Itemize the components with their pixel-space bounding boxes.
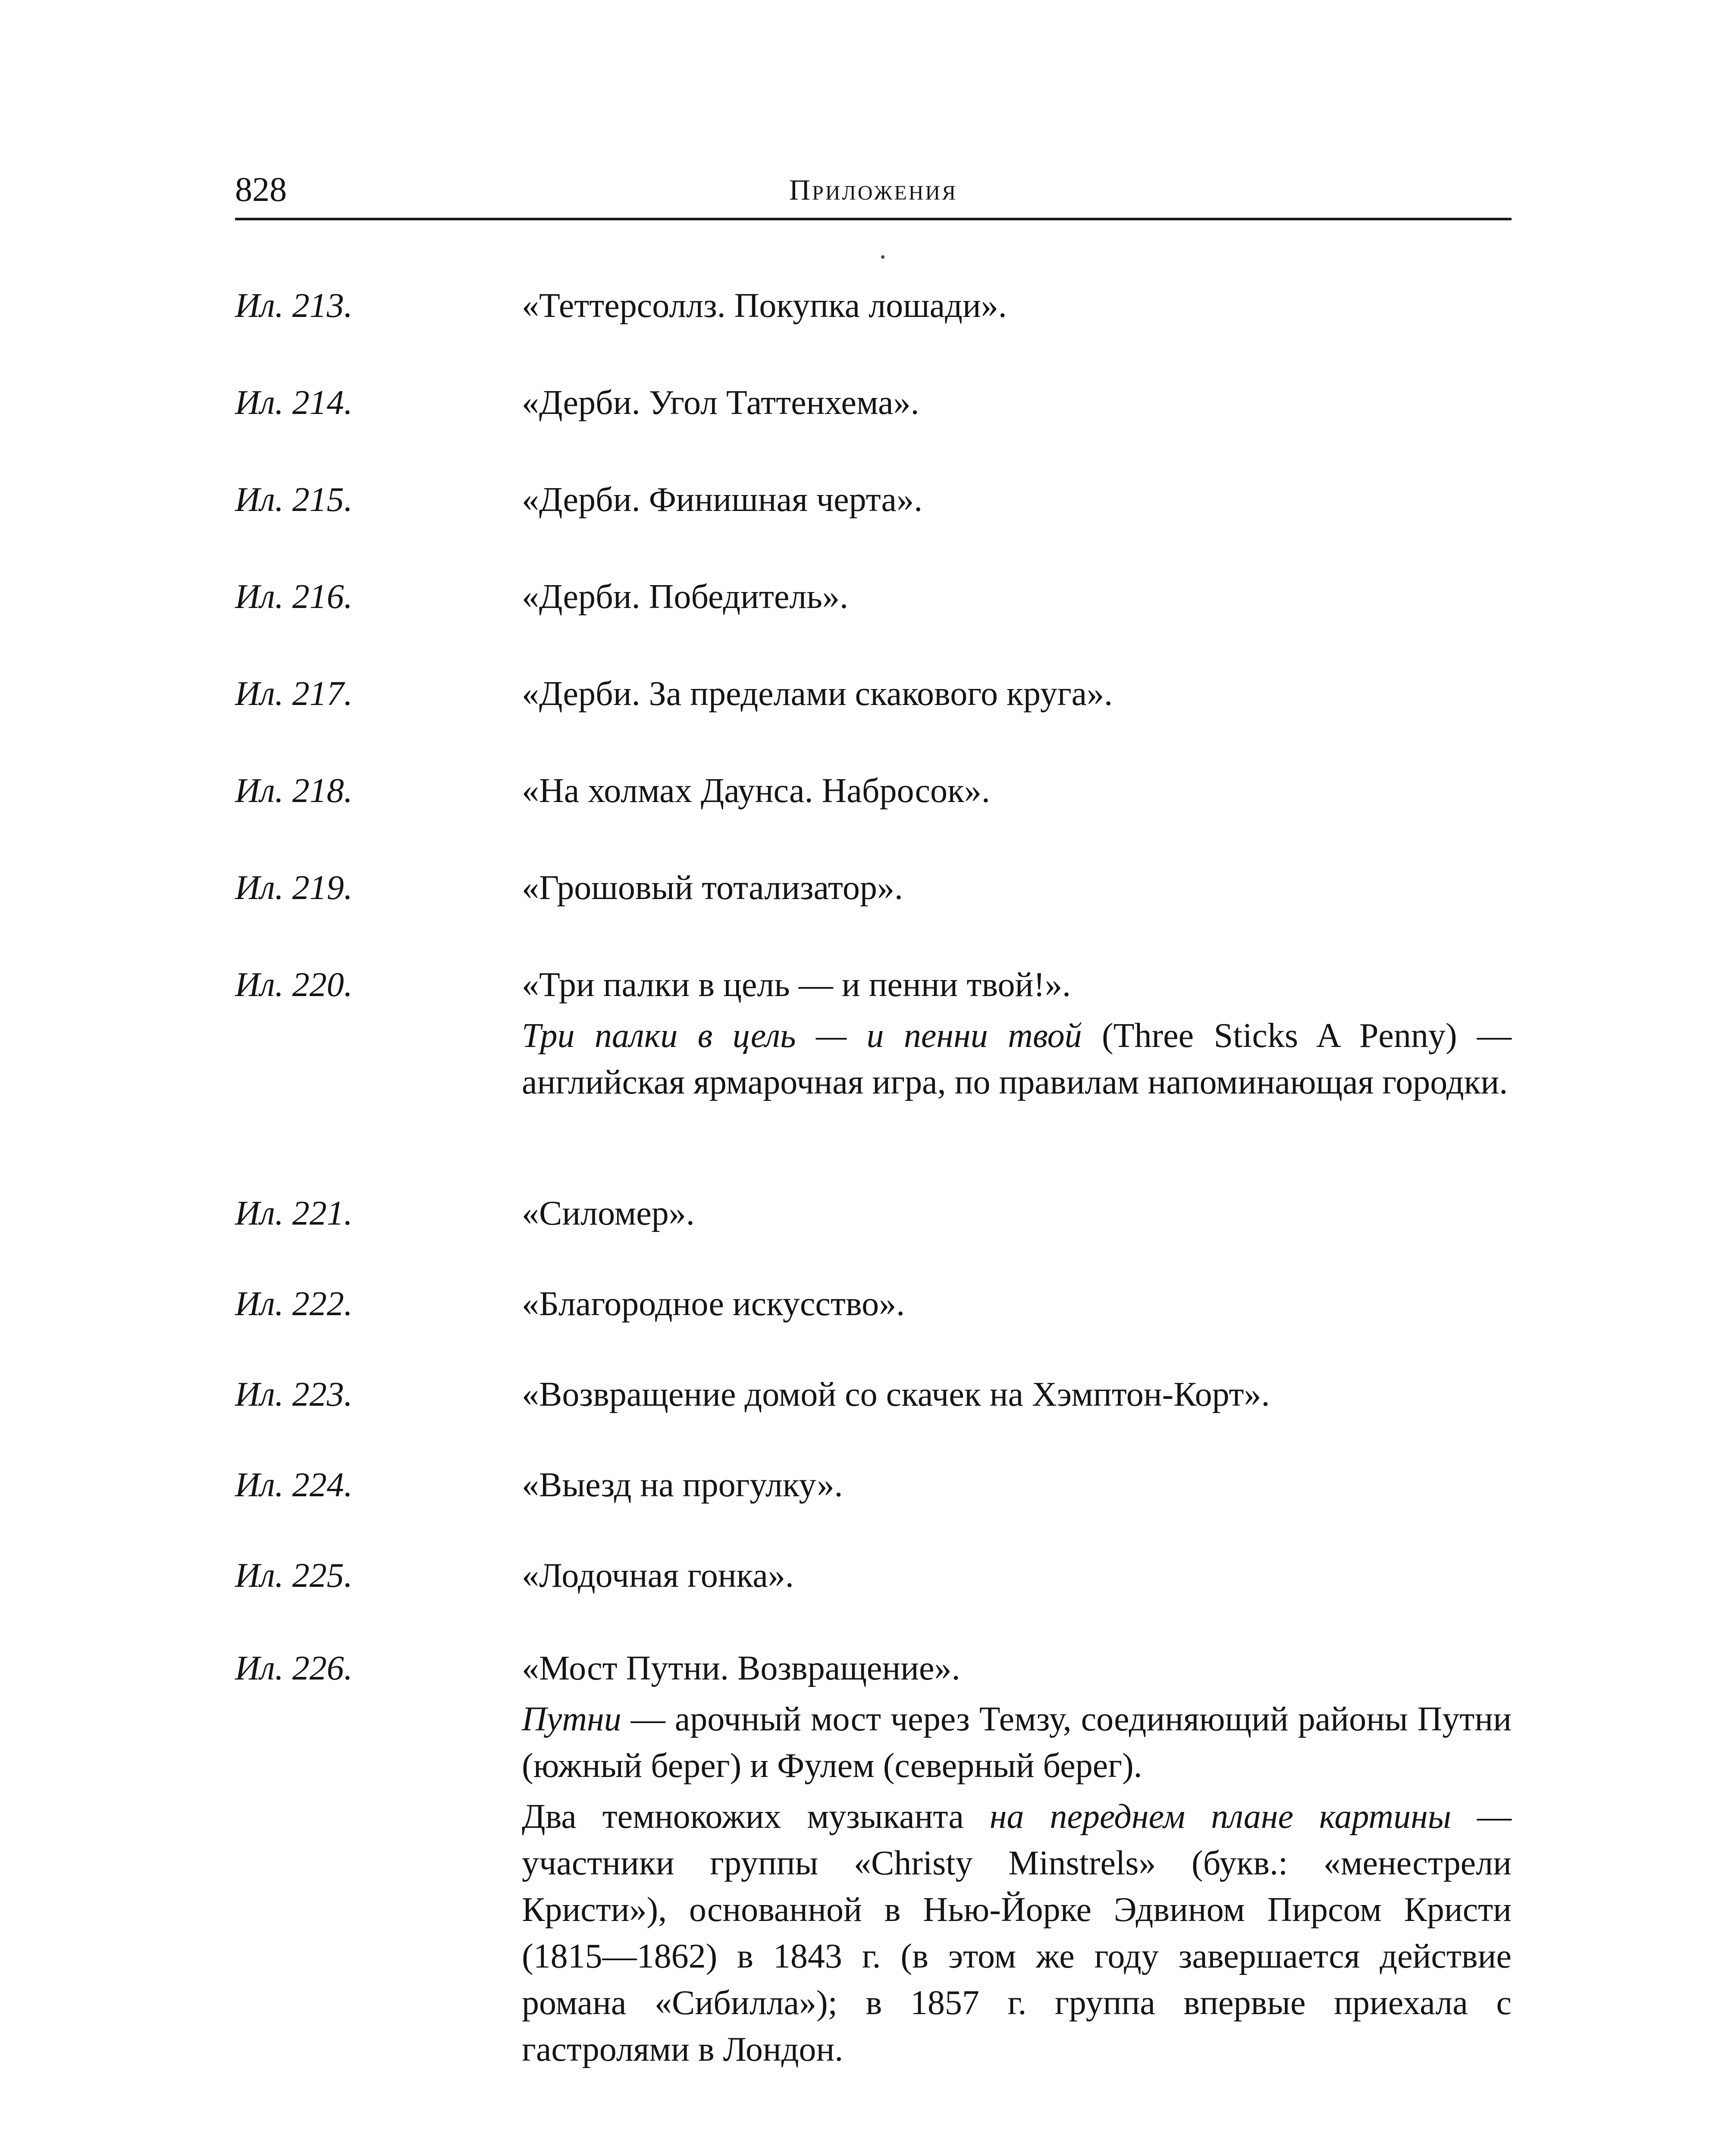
entry-label: Ил. 223. bbox=[235, 1376, 353, 1413]
entry-title: «На холмах Даунса. Набросок». bbox=[522, 772, 990, 810]
entry-label: Ил. 217. bbox=[235, 675, 353, 713]
entry-label: Ил. 215. bbox=[235, 481, 353, 519]
entry-title: «Теттерсоллз. Покупка лошади». bbox=[522, 287, 1007, 325]
entry-note bbox=[522, 1012, 1512, 1106]
entry-body bbox=[522, 1190, 1512, 1237]
entry-body bbox=[522, 865, 1512, 911]
note-text: — участники группы «Christy Minstrels» (букв.: «менестрели Кристи»), основанной в Нью-Йорке Эдвином Пирсом Кристи (1815—1862) в 1843 г. (в этом же году завершается действие романа «Сибилла»); в 1857 г. группа впервые приехала с гастролями в Лондон. bbox=[522, 1798, 1512, 2068]
entry-body bbox=[522, 1645, 1512, 2073]
entry-label: Ил. 216. bbox=[235, 578, 353, 616]
entry-body bbox=[522, 768, 1512, 814]
entry-body bbox=[522, 1371, 1512, 1418]
note-term: на переднем плане картины bbox=[989, 1798, 1452, 1836]
entry-body bbox=[522, 573, 1512, 620]
note-term: Три палки в цель — и пенни твой bbox=[522, 1017, 1082, 1055]
page-header bbox=[235, 166, 1512, 220]
entry-body bbox=[522, 962, 1512, 1106]
note-text: (Three Sticks A Penny) — английская ярмарочная игра, по правилам напоминающая городки. bbox=[522, 1017, 1512, 1101]
entry-label: Ил. 226. bbox=[235, 1649, 353, 1687]
entry-body bbox=[522, 671, 1512, 717]
entry-title: «Возвращение домой со скачек на Хэмптон-Корт». bbox=[522, 1376, 1270, 1413]
entry-label: Ил. 219. bbox=[235, 869, 353, 907]
entry-title: «Мост Путни. Возвращение». bbox=[522, 1649, 960, 1687]
entry-body bbox=[522, 379, 1512, 426]
entry-label: Ил. 224. bbox=[235, 1466, 353, 1504]
entry-label: Ил. 218. bbox=[235, 772, 353, 810]
entry-title: «Дерби. Победитель». bbox=[522, 578, 848, 616]
print-speck bbox=[881, 255, 884, 259]
entry-title: «Лодочная гонка». bbox=[522, 1557, 794, 1595]
entry-label: Ил. 221. bbox=[235, 1194, 353, 1232]
note-pre: Два темнокожих музыканта bbox=[522, 1798, 990, 1836]
note-term: Путни bbox=[522, 1700, 621, 1738]
entry-label: Ил. 214. bbox=[235, 384, 353, 422]
entry-note bbox=[522, 1696, 1512, 1789]
entry-body bbox=[522, 1462, 1512, 1508]
page-number: 828 bbox=[235, 171, 287, 209]
entry-body bbox=[522, 1552, 1512, 1599]
note-text: — арочный мост через Темзу, соединяющий районы Путни (южный берег) и Фулем (северный берег). bbox=[522, 1700, 1512, 1785]
entry-label: Ил. 222. bbox=[235, 1285, 353, 1323]
entry-title: «Благородное искусство». bbox=[522, 1285, 905, 1323]
entry-body bbox=[522, 1281, 1512, 1327]
entry-title: «Грошовый тотализатор». bbox=[522, 869, 903, 907]
entry-title: «Дерби. Финишная черта». bbox=[522, 481, 923, 519]
entry-title: «Выезд на прогулку». bbox=[522, 1466, 843, 1504]
entry-title: «Три палки в цель — и пенни твой!». bbox=[522, 966, 1071, 1004]
running-title: Приложения bbox=[789, 173, 958, 206]
entry-label: Ил. 220. bbox=[235, 966, 353, 1004]
entry-title: «Силомер». bbox=[522, 1194, 695, 1232]
entry-label: Ил. 225. bbox=[235, 1557, 353, 1595]
entry-note bbox=[522, 1793, 1512, 2073]
entry-title: «Дерби. Угол Таттенхема». bbox=[522, 384, 919, 422]
entry-title: «Дерби. За пределами скакового круга». bbox=[522, 675, 1113, 713]
entry-body bbox=[522, 476, 1512, 523]
entry-body bbox=[522, 282, 1512, 329]
entry-label: Ил. 213. bbox=[235, 287, 353, 325]
